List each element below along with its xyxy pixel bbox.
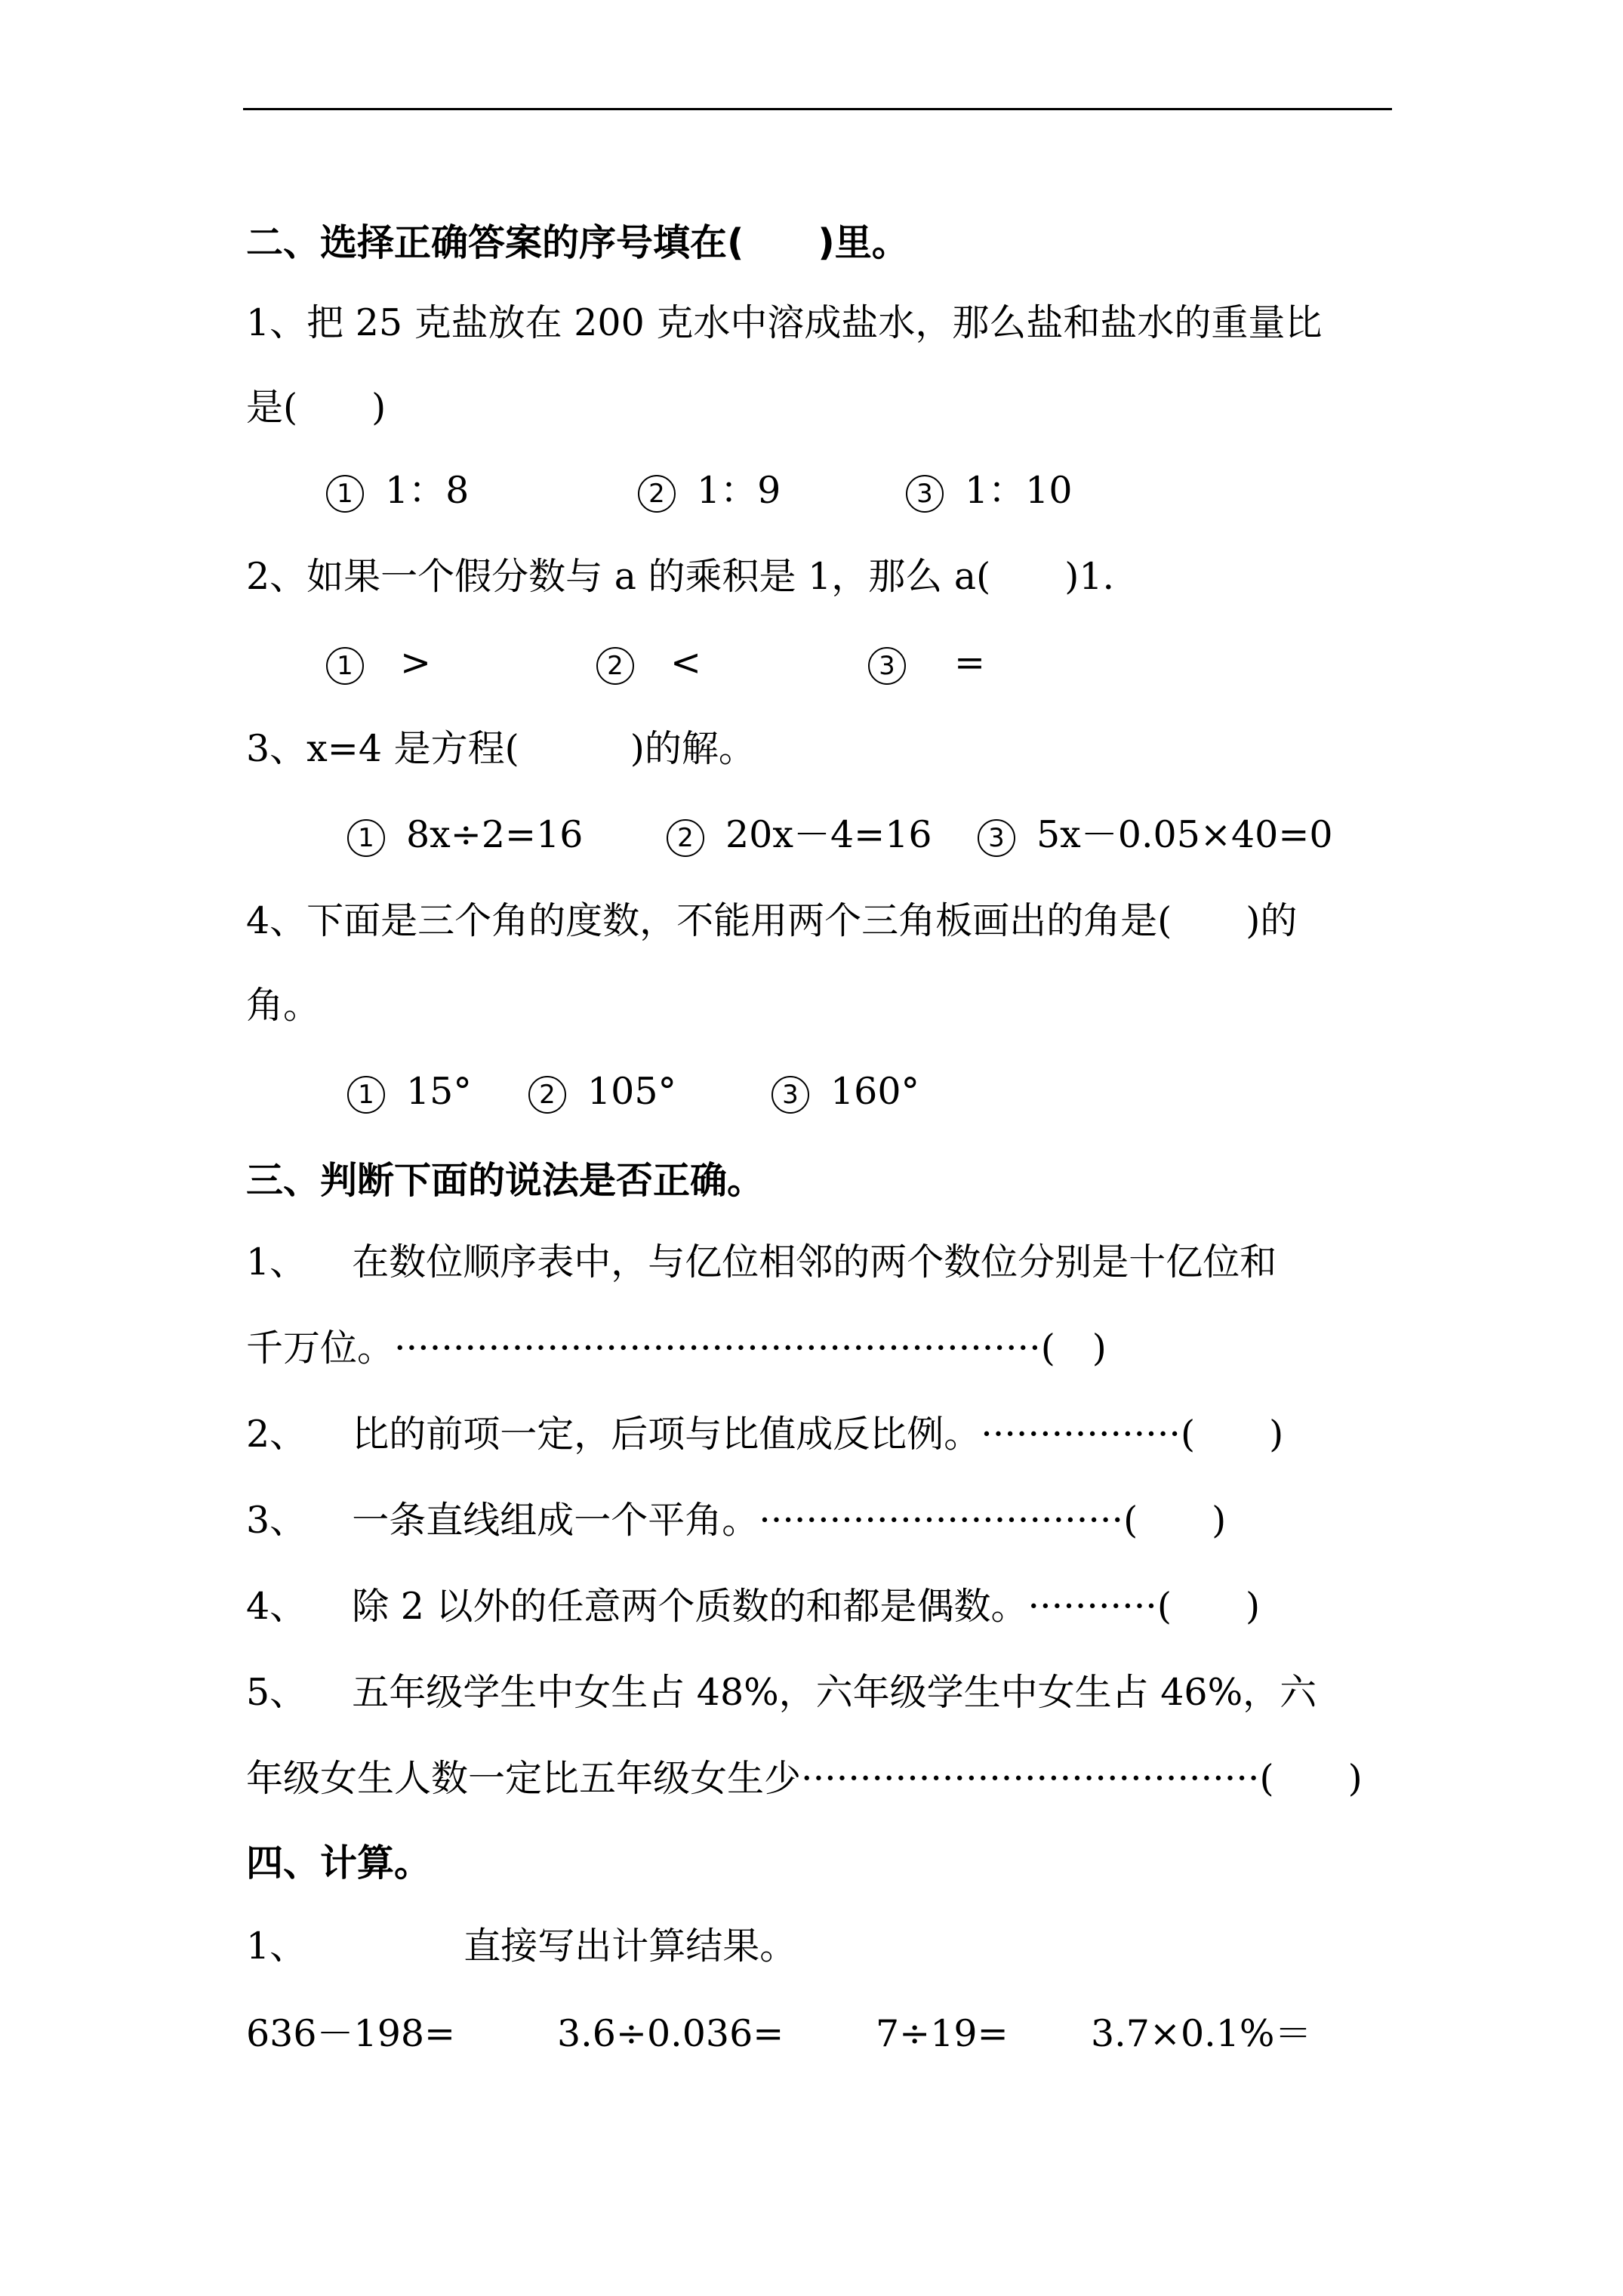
answer-blank: ( ) <box>1040 1327 1107 1370</box>
calc-expression: 7÷19= <box>876 2012 1009 2055</box>
judgement-2: 2、 比的前项一定，后项与比值成反比例。·················( ) <box>246 1413 1284 1456</box>
circled-number-icon: 2 <box>528 1076 566 1114</box>
answer-blank: ( ) <box>1123 1499 1227 1542</box>
option-2-1-a: 1 1：8 <box>326 468 469 513</box>
option-2-2-a: 1 > <box>326 640 431 686</box>
option-2-2-b: 2 < <box>596 640 701 686</box>
option-2-3-c: 3 5x－0.05×40=0 <box>978 812 1333 858</box>
circled-number-icon: 3 <box>906 475 944 513</box>
section-4-heading: 四、计算。 <box>246 1841 432 1885</box>
answer-blank: ( ) <box>1181 1413 1284 1456</box>
option-2-2-c: 3 = <box>868 640 985 686</box>
circled-number-icon: 3 <box>868 647 906 685</box>
question-2-2-line1: 2、如果一个假分数与 a 的乘积是 1，那么 a( )1. <box>246 555 1115 598</box>
question-2-1-line2: 是( ) <box>246 386 387 429</box>
option-2-1-b: 2 1：9 <box>638 468 781 513</box>
judgement-5-line1: 5、 五年级学生中女生占 48%，六年级学生中女生占 46%，六 <box>246 1671 1317 1714</box>
circled-number-icon: 1 <box>326 475 364 513</box>
option-2-3-a: 1 8x÷2=16 <box>347 812 583 858</box>
calc-expression: 3.6÷0.036= <box>557 2012 784 2055</box>
header-rule <box>243 108 1392 110</box>
leader-dots: ················· <box>981 1413 1181 1456</box>
judgement-3: 3、 一条直线组成一个平角。·······························( ) <box>246 1499 1227 1542</box>
leader-dots: ··········· <box>1027 1585 1157 1628</box>
section-3-heading: 三、判断下面的说法是否正确。 <box>246 1159 765 1202</box>
judgement-5-line2: 年级女生人数一定比五年级女生少·······································( ) <box>246 1757 1363 1800</box>
circled-number-icon: 3 <box>978 819 1015 857</box>
option-2-4-a: 1 15° <box>347 1069 472 1114</box>
question-2-4-line1: 4、下面是三个角的度数，不能用两个三角板画出的角是( )的 <box>246 899 1298 942</box>
question-2-3-line1: 3、x=4 是方程( )的解。 <box>246 727 756 770</box>
option-2-4-c: 3 160° <box>771 1069 919 1114</box>
circled-number-icon: 3 <box>771 1076 809 1114</box>
option-2-1-c: 3 1：10 <box>906 468 1073 513</box>
circled-number-icon: 2 <box>638 475 676 513</box>
circled-number-icon: 2 <box>667 819 704 857</box>
circled-number-icon: 2 <box>596 647 634 685</box>
answer-blank: ( ) <box>1259 1757 1363 1800</box>
judgement-1-line1: 1、 在数位顺序表中，与亿位相邻的两个数位分别是十亿位和 <box>246 1240 1277 1284</box>
calc-expression: 3.7×0.1%＝ <box>1091 2012 1312 2055</box>
calc-expression: 636－198= <box>246 2012 456 2055</box>
option-2-3-b: 2 20x－4=16 <box>667 812 932 858</box>
judgement-4: 4、 除 2 以外的任意两个质数的和都是偶数。···········( ) <box>246 1585 1261 1628</box>
option-2-4-b: 2 105° <box>528 1069 676 1114</box>
leader-dots: ······················································· <box>394 1327 1041 1370</box>
circled-number-icon: 1 <box>326 647 364 685</box>
leader-dots: ······································· <box>801 1757 1260 1800</box>
answer-blank: ( ) <box>1156 1585 1261 1628</box>
judgement-1-line2: 千万位。·······················································( ) <box>246 1327 1107 1370</box>
leader-dots: ······························· <box>759 1499 1124 1542</box>
circled-number-icon: 1 <box>347 1076 385 1114</box>
question-2-4-line2: 角。 <box>246 984 321 1027</box>
calc-sub-1: 1、 直接写出计算结果。 <box>246 1925 797 1968</box>
circled-number-icon: 1 <box>347 819 385 857</box>
section-2-heading: 二、选择正确答案的序号填在( )里。 <box>246 221 909 264</box>
question-2-1-line1: 1、把 25 克盐放在 200 克水中溶成盐水，那么盐和盐水的重量比 <box>246 301 1323 344</box>
